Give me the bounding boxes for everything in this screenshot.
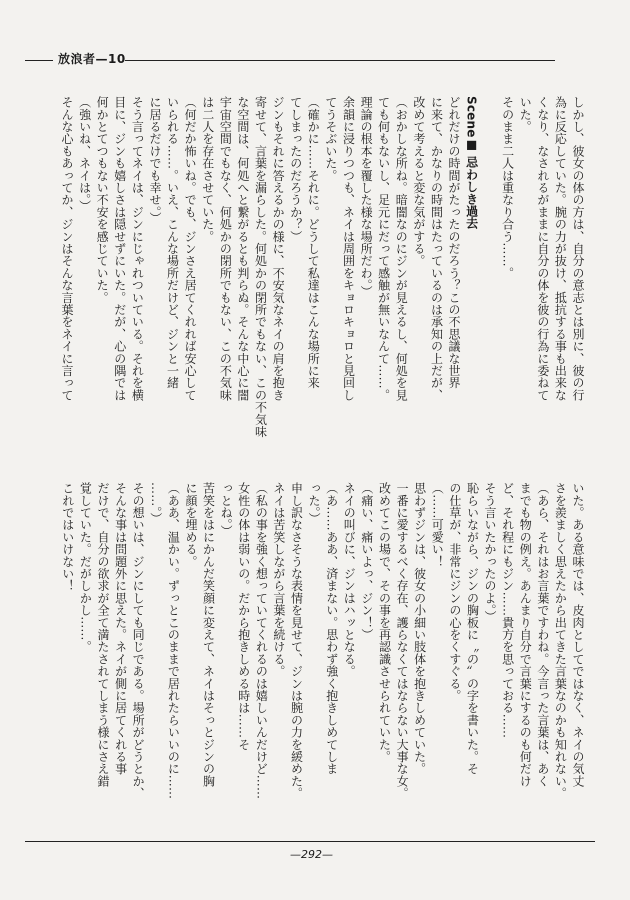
text-line: 女性の体は弱いの。だから抱きしめる時は……そ: [236, 482, 251, 751]
text-line: な空間は、何処へと繋がるとも判らぬ。そんな中心に闇: [235, 96, 250, 401]
text-line: 申し訳なさそうな表情を見せて、ジンは腕の力を緩めた。: [289, 482, 304, 800]
text-line: の仕草が、非常にジンの心をくすぐる。: [447, 482, 462, 702]
header-rule-left: [25, 60, 53, 61]
text-line: （あ……ああ、済まない。思わず強く抱きしめてしま: [324, 482, 339, 775]
text-line: 理論の根本を覆した様な場所だわ。）: [359, 96, 374, 298]
text-line: に居るだけでも幸せ。）: [147, 96, 162, 225]
text-line: そのまま二人は重なり合う……。: [500, 96, 515, 279]
text-line: （痛い、痛いよっ、ジン！）: [359, 482, 374, 641]
text-line: った。）: [307, 482, 322, 525]
text-line: ネイの叫びに、ジンはハッとなる。: [342, 482, 357, 678]
upper-text-block: [56, 96, 586, 458]
text-line: ジンもそれに答えるかの様に、不安気なネイの肩を抱き: [271, 96, 286, 401]
header-rule-right: [125, 60, 555, 61]
footer-rule: [25, 841, 595, 842]
text-line: そんな心もあってか、ジンはそんな言葉をネイに言って: [59, 96, 74, 401]
text-line: そう言いたかったのよ。）: [483, 482, 498, 623]
text-line: だけで、自分の欲求が全て満たされてしまう様にさえ錯: [95, 482, 110, 787]
text-line: （あら、それはお言葉ですわね。今言った言葉は、あく: [535, 482, 550, 787]
text-line: 一番に愛するべく存在、護らなくてはならない大事な女。: [395, 482, 410, 800]
text-line: さを羨ましく思えたから出てきた言葉なのかも知れない。: [553, 482, 568, 800]
text-line: そんな事は問題外に思えた。ネイが側に居てくれる事: [113, 482, 128, 775]
text-line: ……。）: [148, 482, 163, 525]
text-line: （強いね、ネイは。）: [77, 96, 92, 212]
text-line: くなり、なされるがままに自分の体を彼の行為に委ねて: [535, 96, 550, 401]
text-line: ネイは苦笑しながら言葉を続ける。: [271, 482, 286, 678]
text-line: （何だか怖いね。でも、ジンさえ居てくれれば安心して: [183, 96, 198, 401]
text-line: 思わずジンは、彼女の小細い肢体を抱きしめていた。: [412, 482, 427, 775]
text-line: ど、それ程にもジン……貴方を思っておる……: [500, 482, 515, 739]
text-line: は二人を存在させていた。: [200, 96, 215, 243]
page-header-title: 放浪者—10: [58, 52, 126, 66]
text-line: どれだけの時間がたったのだろう？この不思議な世界: [447, 96, 462, 389]
text-line: いた。: [518, 96, 533, 133]
text-line: 恥らいながら、ジンの胸板に〝の〟の字を書いた。そ: [465, 482, 480, 775]
text-line: しかし、彼女の体の方は、自分の意志とは別に、彼の行: [571, 96, 585, 401]
text-line: 改めて考えると変な気がする。: [411, 96, 426, 267]
text-line: （おかしな所ね。暗闇なのにジンが見えるし、何処を見: [394, 96, 409, 401]
lower-text-block: [56, 482, 586, 814]
text-line: 為に反応していた。腕の力が抜け、抵抗する事も出来な: [553, 96, 568, 401]
text-line: （ああ、温かい。ずっとこのままで居れたらいいのに……: [166, 482, 181, 800]
text-line: 余韻に浸りつつも、ネイは周囲をキョロキョロと見回し: [341, 96, 356, 401]
text-line: いた。ある意味では、皮肉としてではなく、ネイの気丈: [571, 482, 585, 787]
text-line: 寄せて、言葉を漏らした。何処かの閉所でもない、この不気味: [253, 96, 268, 438]
text-line: てうそぶいた。: [323, 96, 338, 182]
text-line: （私の事を強く想っていてくれるのは嬉しいんだけど……: [254, 482, 269, 800]
section-heading: Scene■ 忌わしき過去: [464, 96, 479, 230]
text-line: そう言ってネイは、ジンにじゃれついている。それを横: [130, 96, 145, 401]
text-line: 改めてこの場で、その事を再認識させられていた。: [377, 482, 392, 763]
text-line: に来て、かなりの時間はたっているのは承知の上だが、: [429, 96, 444, 401]
text-line: ても何もないし、足元にだって感触が無いなんて……。: [376, 96, 391, 401]
text-line: その想いは、ジンにしても同じである。場所がどうとか、: [131, 482, 146, 800]
text-line: 何かとてつもない不安を感じていた。: [95, 96, 110, 304]
page-number: —292—: [290, 848, 333, 861]
text-line: （確かに……それに。どうして私達はこんな場所に来: [306, 96, 321, 389]
text-line: 苦笑をはにかんだ笑顔に変えて、ネイはそっとジンの胸: [201, 482, 216, 787]
text-line: いられる……。いえ、こんな場所だけど、ジンと一緒: [165, 96, 180, 389]
text-line: （……可愛い！: [430, 482, 445, 568]
text-line: に顔を埋める。: [183, 482, 198, 568]
text-line: これではいけない！: [60, 482, 75, 592]
text-line: 覚していた。だがしかし……。: [78, 482, 93, 653]
text-line: っとね。）: [219, 482, 234, 537]
text-line: までも物の例え。あんまり自分で言葉にするのも何だけ: [518, 482, 533, 787]
text-line: てしまったのだろうか？）: [288, 96, 303, 243]
text-line: 目に、ジンも嬉しさは隠せずにいた。だが、心の隅では: [112, 96, 127, 401]
text-line: 宇宙空間でもなく、何処かの閉所でもない、この不気味: [218, 96, 233, 401]
